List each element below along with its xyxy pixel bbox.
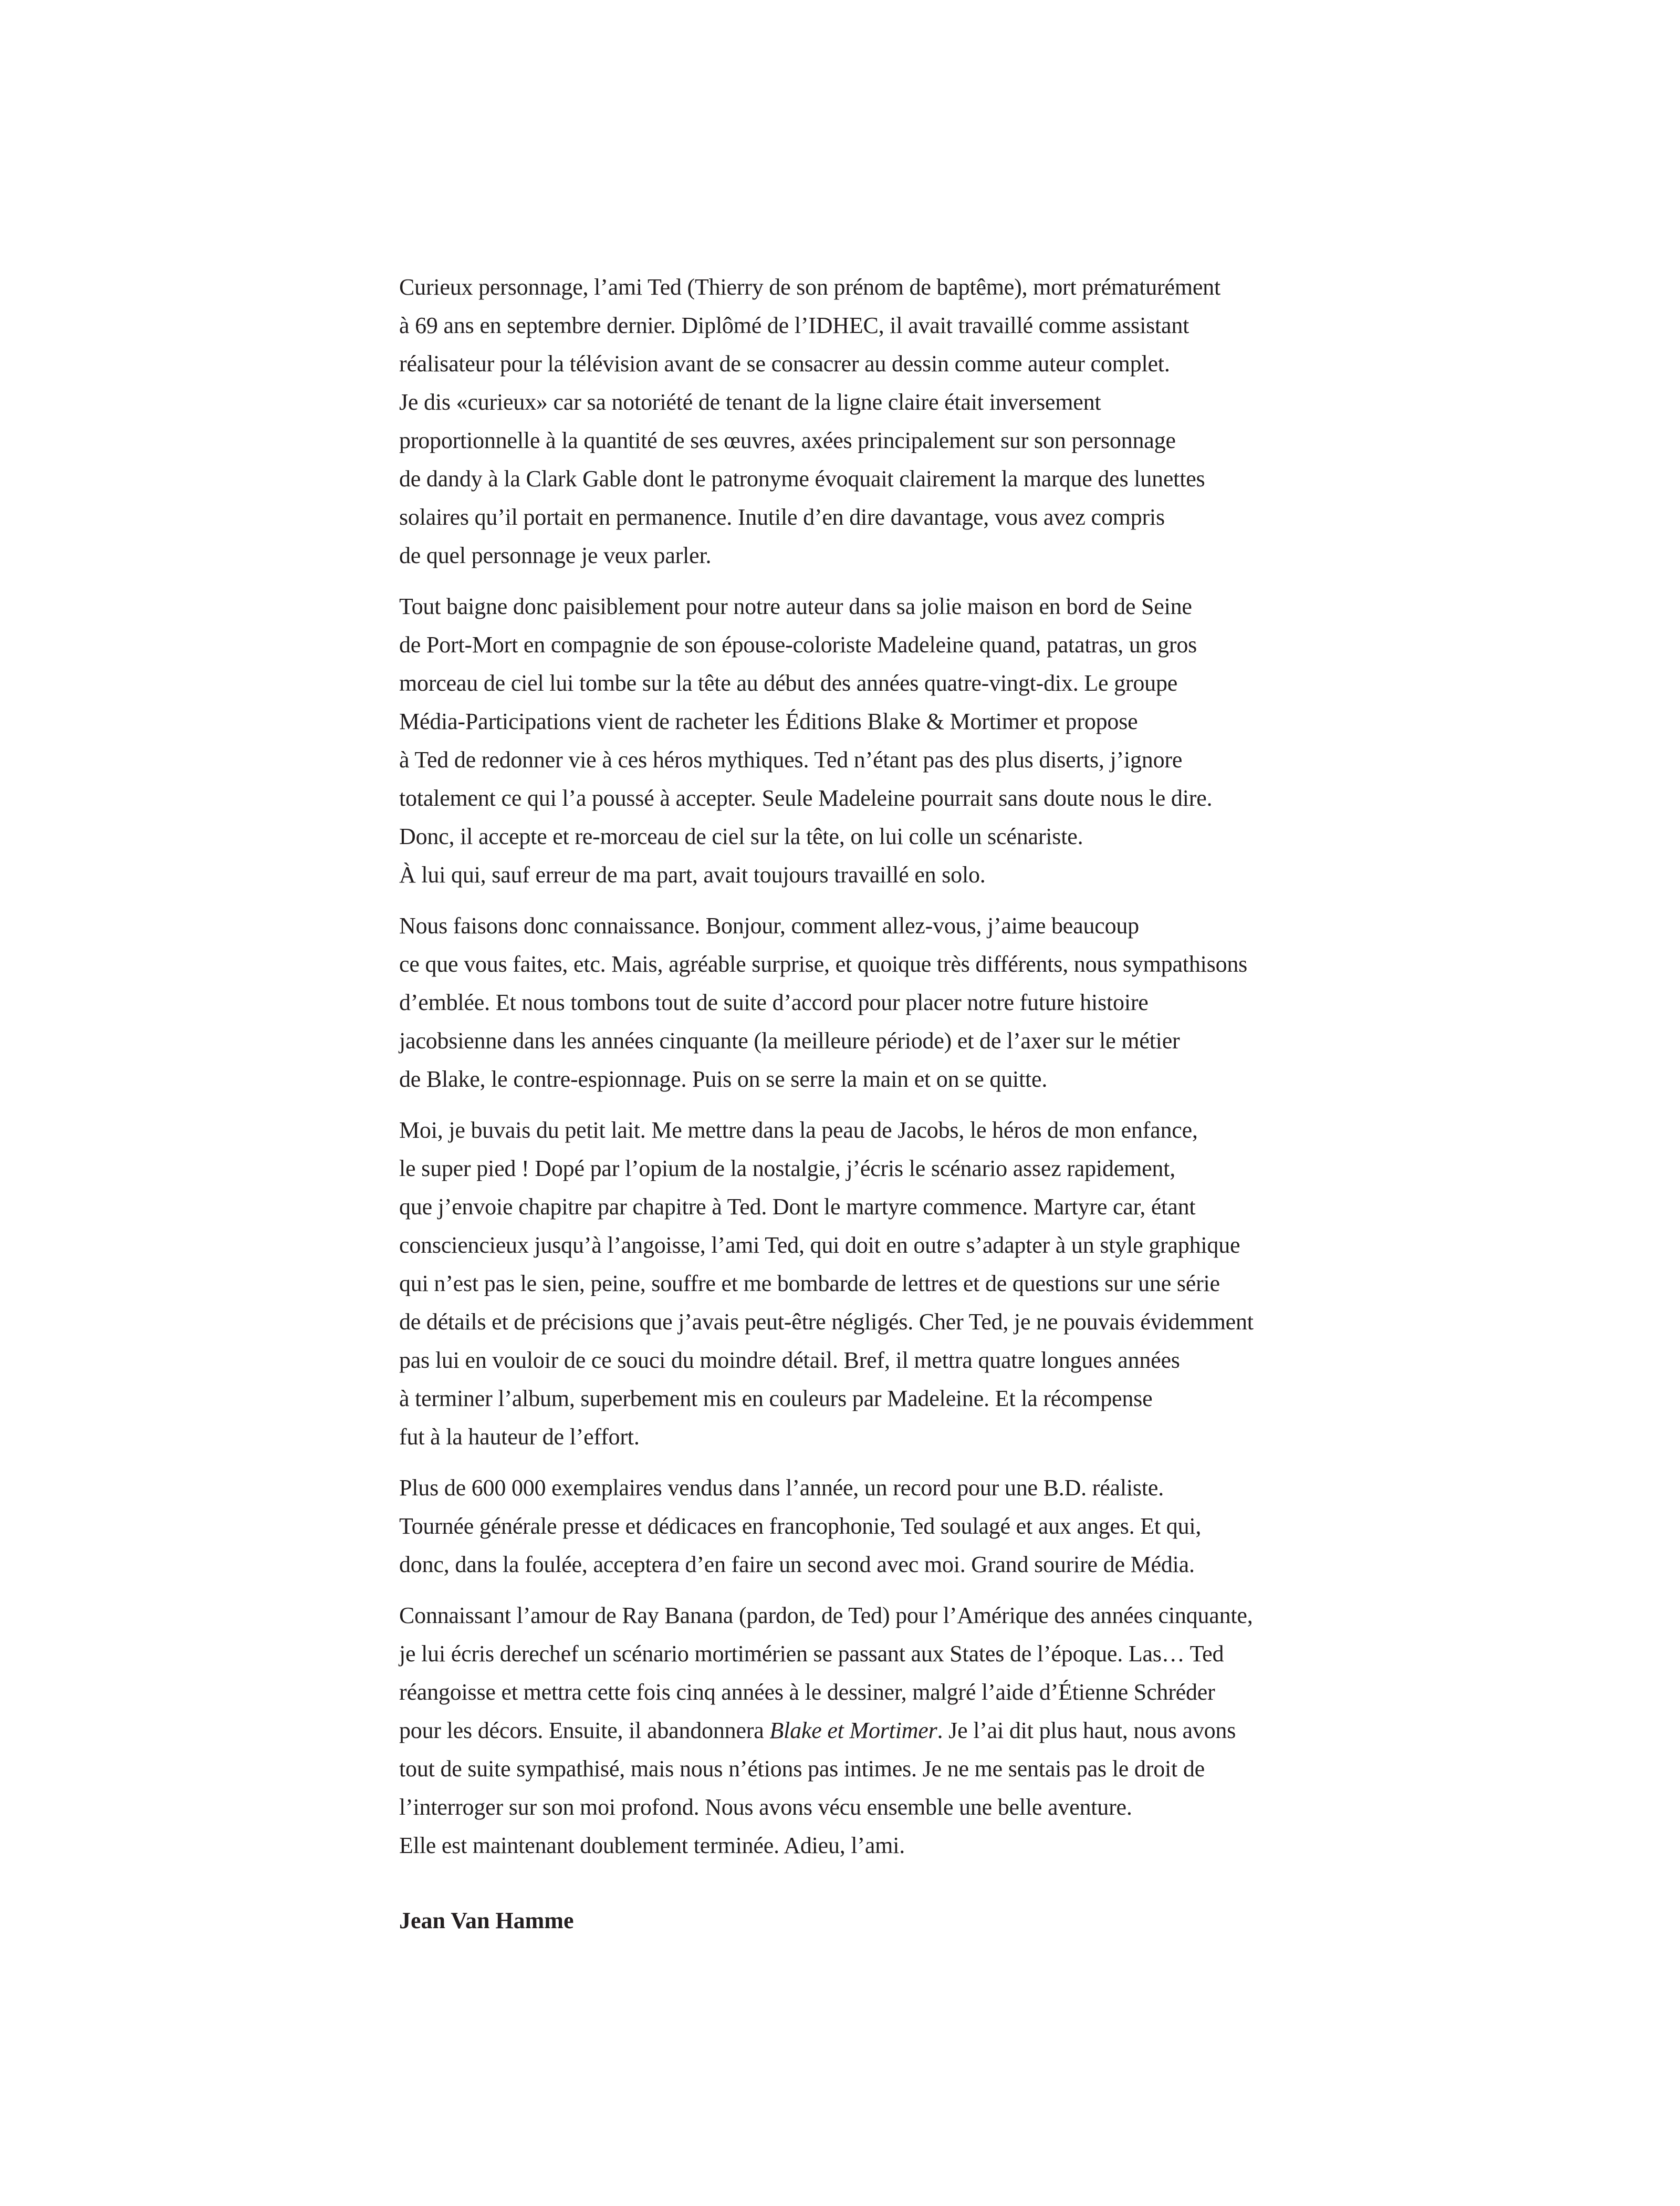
- paragraph-1: [399, 268, 1302, 575]
- text-line: à Ted de redonner vie à ces héros mythiques. Ted n’étant pas des plus diserts, j’ignore: [399, 747, 1183, 773]
- text-line-with-italic: [399, 1711, 1302, 1750]
- text-line: Moi, je buvais du petit lait. Me mettre dans la peau de Jacobs, le héros de mon enfance,: [399, 1117, 1198, 1143]
- text-line: je lui écris derechef un scénario mortimérien se passant aux States de l’époque. Las… Ted: [399, 1641, 1224, 1667]
- author-signature: Jean Van Hamme: [399, 1908, 574, 1933]
- text-line: Curieux personnage, l’ami Ted (Thierry de son prénom de baptême), mort prématurément: [399, 274, 1220, 300]
- text-line: de dandy à la Clark Gable dont le patronyme évoquait clairement la marque des lunettes: [399, 466, 1205, 492]
- paragraph-6: [399, 1596, 1302, 1865]
- text-line: de Port-Mort en compagnie de son épouse-coloriste Madeleine quand, patatras, un gros: [399, 632, 1197, 658]
- text-line: morceau de ciel lui tombe sur la tête au début des années quatre-vingt-dix. Le groupe: [399, 670, 1178, 696]
- text-segment: . Je l’ai dit plus haut, nous avons: [937, 1718, 1236, 1743]
- text-line: Connaissant l’amour de Ray Banana (pardon, de Ted) pour l’Amérique des années cinquante,: [399, 1603, 1253, 1628]
- text-line: fut à la hauteur de l’effort.: [399, 1424, 640, 1450]
- text-line: Média-Participations vient de racheter les Éditions Blake & Mortimer et propose: [399, 709, 1138, 734]
- text-line: de Blake, le contre-espionnage. Puis on se serre la main et on se quitte.: [399, 1066, 1048, 1092]
- paragraph-5: [399, 1469, 1302, 1584]
- text-line: Nous faisons donc connaissance. Bonjour, comment allez-vous, j’aime beaucoup: [399, 913, 1139, 939]
- paragraph-3: [399, 907, 1302, 1098]
- text-line: qui n’est pas le sien, peine, souffre et me bombarde de lettres et de questions sur une série: [399, 1271, 1220, 1296]
- document-page: [399, 268, 1302, 1940]
- text-line: réalisateur pour la télévision avant de se consacrer au dessin comme auteur complet.: [399, 351, 1170, 377]
- text-line: proportionnelle à la quantité de ses œuvres, axées principalement sur son personnage: [399, 428, 1176, 453]
- text-line: consciencieux jusqu’à l’angoisse, l’ami Ted, qui doit en outre s’adapter à un style graphique: [399, 1232, 1240, 1258]
- text-line: Tout baigne donc paisiblement pour notre auteur dans sa jolie maison en bord de Seine: [399, 594, 1192, 619]
- text-line: le super pied ! Dopé par l’opium de la nostalgie, j’écris le scénario assez rapidement,: [399, 1156, 1176, 1181]
- text-line: Elle est maintenant doublement terminée. Adieu, l’ami.: [399, 1833, 905, 1858]
- text-line: Je dis «curieux» car sa notoriété de tenant de la ligne claire était inversement: [399, 389, 1101, 415]
- italic-title: Blake et Mortimer: [769, 1718, 937, 1743]
- text-line: à 69 ans en septembre dernier. Diplômé de l’IDHEC, il avait travaillé comme assistant: [399, 313, 1189, 338]
- paragraph-4: [399, 1111, 1302, 1456]
- text-line: Plus de 600 000 exemplaires vendus dans l’année, un record pour une B.D. réaliste.: [399, 1475, 1164, 1501]
- text-line: l’interroger sur son moi profond. Nous avons vécu ensemble une belle aventure.: [399, 1794, 1132, 1820]
- text-segment: pour les décors. Ensuite, il abandonnera: [399, 1718, 770, 1743]
- text-line: que j’envoie chapitre par chapitre à Ted. Dont le martyre commence. Martyre car, étant: [399, 1194, 1196, 1220]
- text-line: d’emblée. Et nous tombons tout de suite d’accord pour placer notre future histoire: [399, 990, 1149, 1015]
- text-line: totalement ce qui l’a poussé à accepter. Seule Madeleine pourrait sans doute nous le dire.: [399, 785, 1213, 811]
- text-line: À lui qui, sauf erreur de ma part, avait toujours travaillé en solo.: [399, 862, 986, 888]
- text-line: Tournée générale presse et dédicaces en francophonie, Ted soulagé et aux anges. Et qui,: [399, 1513, 1202, 1539]
- text-line: solaires qu’il portait en permanence. Inutile d’en dire davantage, vous avez compris: [399, 504, 1165, 530]
- text-line: donc, dans la foulée, acceptera d’en faire un second avec moi. Grand sourire de Média.: [399, 1552, 1195, 1577]
- text-line: tout de suite sympathisé, mais nous n’étions pas intimes. Je ne me sentais pas le droit de: [399, 1756, 1205, 1782]
- text-line: Donc, il accepte et re-morceau de ciel sur la tête, on lui colle un scénariste.: [399, 824, 1083, 849]
- paragraph-2: [399, 587, 1302, 894]
- text-line: à terminer l’album, superbement mis en couleurs par Madeleine. Et la récompense: [399, 1386, 1153, 1411]
- text-line: de détails et de précisions que j’avais peut-être négligés. Cher Ted, je ne pouvais évidemment: [399, 1309, 1254, 1335]
- text-line: jacobsienne dans les années cinquante (la meilleure période) et de l’axer sur le métier: [399, 1028, 1180, 1054]
- text-line: pas lui en vouloir de ce souci du moindre détail. Bref, il mettra quatre longues années: [399, 1347, 1180, 1373]
- text-line: réangoisse et mettra cette fois cinq années à le dessiner, malgré l’aide d’Étienne Schréder: [399, 1679, 1215, 1705]
- text-line: ce que vous faites, etc. Mais, agréable surprise, et quoique très différents, nous sympathisons: [399, 951, 1248, 977]
- text-line: de quel personnage je veux parler.: [399, 543, 712, 568]
